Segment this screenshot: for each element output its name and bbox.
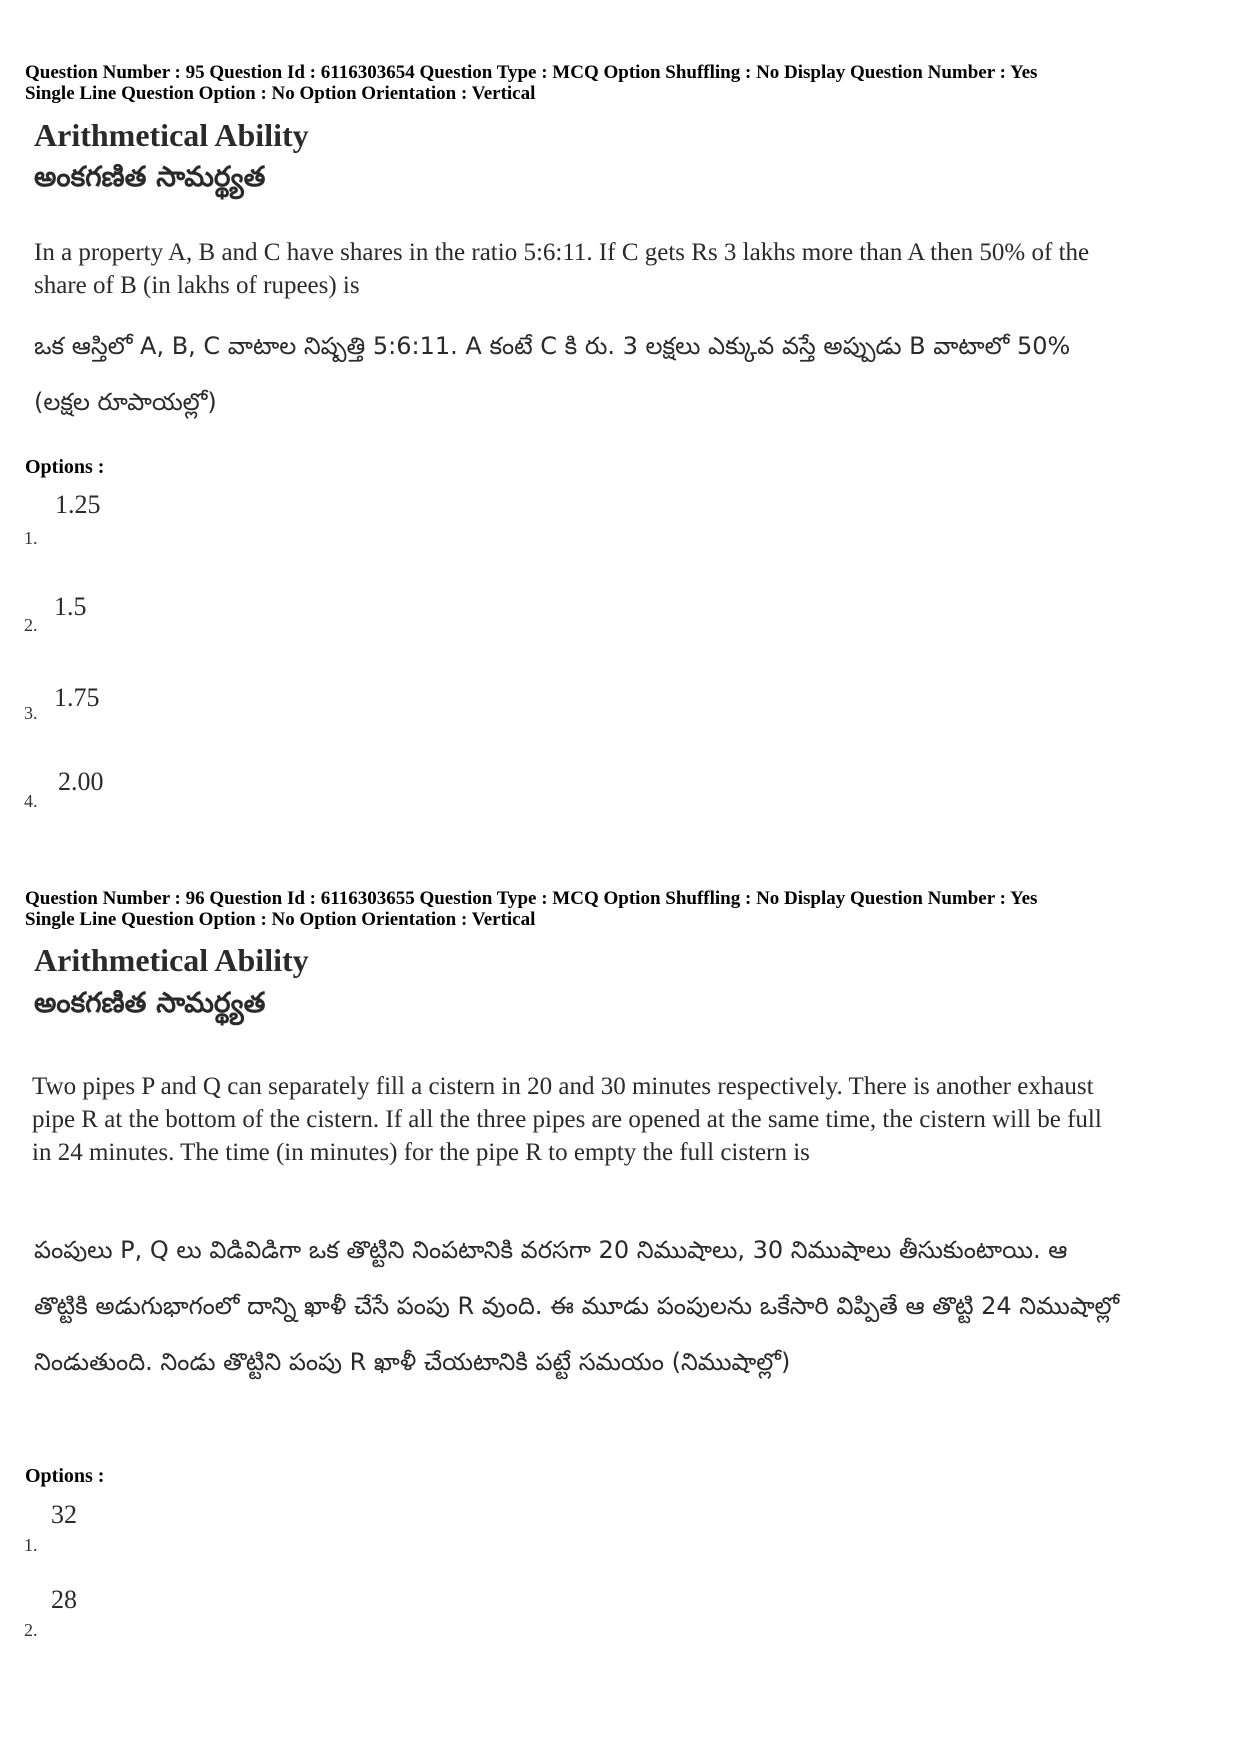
subject-title-english: Arithmetical Ability [34, 117, 309, 153]
option-number: 2. [24, 1620, 38, 1640]
question-meta-line1: Question Number : 95 Question Id : 6116303654 Question Type : MCQ Option Shuffling : No Display Question Number : Yes [25, 62, 1038, 83]
option-value: 1.25 [55, 490, 101, 519]
question-text-english: In a property A, B and C have shares in the ratio 5:6:11. If C gets Rs 3 lakhs more than A then 50% of the share of B (in lakhs of rupees) is [34, 239, 1090, 299]
options-label: Options : [25, 456, 105, 478]
question-text-telugu: పంపులు P, Q లు విడివిడిగా ఒక తొట్టిని నింపటానికి వరసగా 20 నిముషాలు, 30 నిముషాలు తీసుకుంటాయి. ఆ తొట్టికి అడుగుభాగంలో దాన్ని ఖాళీ చేసే పంపు R వుంది. ఈ మూడు పంపులను ఒకేసారి విప్పితే ఆ తొట్టి 24 నిముషాల్లో నిండుతుంది. నిండు తొట్టిని పంపు R ఖాళీ చేయటానికి పట్టే సమయం (నిముషాల్లో) [34, 1236, 1120, 1376]
question-text-english: Two pipes P and Q can separately fill a cistern in 20 and 30 minutes respectively. There is another exhaust pipe R at the bottom of the cistern. If all the three pipes are opened at the same time, the cistern will be full in 24 minutes. The time (in minutes) for the pipe R to empty the full cistern is [32, 1073, 1102, 1166]
option-number: 3. [24, 703, 38, 723]
option-value: 1.75 [54, 683, 100, 712]
option-number: 1. [24, 1535, 38, 1555]
option-number: 4. [24, 791, 38, 811]
option-number: 2. [24, 615, 38, 635]
question-meta-line2: Single Line Question Option : No Option Orientation : Vertical [25, 909, 536, 930]
option-value: 28 [51, 1585, 77, 1614]
option-value: 32 [51, 1500, 77, 1529]
option-number: 1. [24, 528, 38, 548]
question-meta-line1: Question Number : 96 Question Id : 6116303655 Question Type : MCQ Option Shuffling : No Display Question Number : Yes [25, 888, 1038, 909]
option-value: 1.5 [54, 592, 87, 621]
question-meta-line2: Single Line Question Option : No Option Orientation : Vertical [25, 83, 536, 104]
subject-title-telugu: అంకగణిత సామర్థ్యత [34, 160, 266, 193]
subject-title-telugu: అంకగణిత సామర్థ్యత [34, 986, 266, 1019]
subject-title-english: Arithmetical Ability [34, 942, 309, 978]
option-value: 2.00 [58, 767, 104, 796]
question-text-telugu: ఒక ఆస్తిలో A, B, C వాటాల నిష్పత్తి 5:6:11. A కంటే C కి రు. 3 లక్షలు ఎక్కువ వస్తే అప్పుడు B వాటాలో 50% (లక్షల రూపాయల్లో) [34, 332, 1071, 416]
options-label: Options : [25, 1465, 105, 1487]
